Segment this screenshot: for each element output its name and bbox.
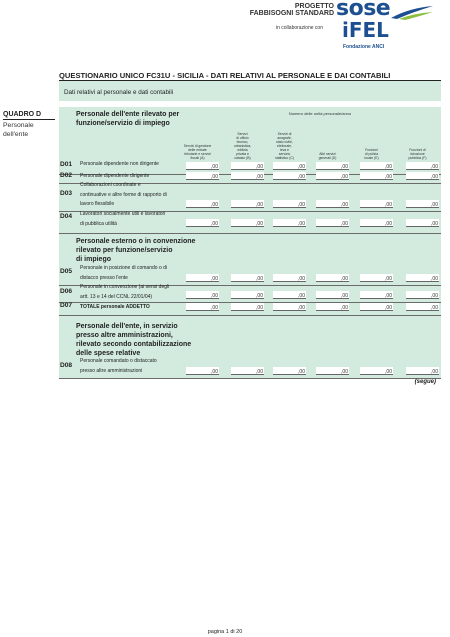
collaborazione-text: in collaborazione con <box>276 25 323 31</box>
value-field[interactable] <box>406 303 439 311</box>
section1-title-line1: Personale dell'ente rilevato per <box>76 111 180 118</box>
row-code: D04 <box>60 213 73 220</box>
row-code: D05 <box>60 268 73 275</box>
value-text: ,00 <box>298 202 305 208</box>
value-field[interactable] <box>186 303 219 311</box>
fondazione-anci-text: Fondazione ANCI <box>343 44 385 50</box>
section2-title-line1: Personale esterno o in convenzione <box>76 238 196 245</box>
value-field[interactable] <box>186 219 219 227</box>
column-header-line: fiscali (A) <box>190 156 205 160</box>
value-text: ,00 <box>211 202 218 208</box>
column-header-line: Funzioni di <box>409 148 426 152</box>
value-text: ,00 <box>256 164 263 170</box>
value-text: ,00 <box>385 276 392 282</box>
value-field[interactable] <box>273 291 306 299</box>
value-text: ,00 <box>298 369 305 375</box>
value-text: ,00 <box>256 293 263 299</box>
column-header-line: Servizi di gestione <box>183 144 212 148</box>
column-header-line: servizio <box>278 152 291 156</box>
value-field[interactable] <box>360 162 393 170</box>
value-field[interactable] <box>231 162 264 170</box>
value-field[interactable] <box>186 162 219 170</box>
value-field[interactable] <box>360 172 393 180</box>
value-text: ,00 <box>298 164 305 170</box>
value-field[interactable] <box>273 367 306 375</box>
value-text: ,00 <box>431 221 438 227</box>
column-header-line: Servizi <box>237 132 248 136</box>
value-text: ,00 <box>211 164 218 170</box>
value-field[interactable] <box>273 219 306 227</box>
section2-title-line2: rilevato per funzione/servizio <box>76 247 173 254</box>
column-header-line: Servizi di <box>277 132 292 136</box>
value-text: ,00 <box>211 221 218 227</box>
column-header-line: stato civile, <box>276 140 293 144</box>
value-field[interactable] <box>186 291 219 299</box>
value-field[interactable] <box>273 162 306 170</box>
value-text: ,00 <box>341 369 348 375</box>
section2-title-line3: di impiego <box>76 256 111 263</box>
value-text: ,00 <box>211 276 218 282</box>
quadro-line1: Personale <box>3 122 34 129</box>
value-text: ,00 <box>211 174 218 180</box>
value-field[interactable] <box>360 367 393 375</box>
value-text: ,00 <box>341 164 348 170</box>
value-field[interactable] <box>231 200 264 208</box>
value-text: ,00 <box>385 305 392 311</box>
column-header-line: urbanistica, <box>233 144 252 148</box>
section1-title-line2: funzione/servizio di impiego <box>76 120 170 127</box>
row-label <box>80 264 167 283</box>
quadro-rule <box>3 119 55 120</box>
section3-title-line4: delle spese relative <box>76 350 141 357</box>
band-text: Dati relativi al personale e dati contabili <box>64 89 174 96</box>
value-field[interactable] <box>360 219 393 227</box>
value-field[interactable] <box>186 274 219 282</box>
value-text: ,00 <box>431 305 438 311</box>
value-text: ,00 <box>298 276 305 282</box>
column-header-line: istruzione <box>410 152 425 156</box>
value-field[interactable] <box>360 200 393 208</box>
column-header <box>265 132 304 160</box>
value-text: ,00 <box>256 369 263 375</box>
column-header-line: delle entrate <box>188 148 207 152</box>
progetto-line1: PROGETTO <box>294 3 334 10</box>
value-field[interactable] <box>406 291 439 299</box>
value-field[interactable] <box>231 291 264 299</box>
column-header-line: Funzioni <box>365 148 378 152</box>
value-field[interactable] <box>231 172 264 180</box>
value-text: ,00 <box>298 305 305 311</box>
value-text: ,00 <box>385 202 392 208</box>
column-header-line: di ufficio <box>236 136 249 140</box>
value-text: ,00 <box>256 221 263 227</box>
row-label-line: Personale in convenzione (ai sensi degli <box>80 284 170 290</box>
row-label-line: Collaborazioni coordinate e <box>80 182 141 188</box>
value-text: ,00 <box>211 293 218 299</box>
value-text: ,00 <box>431 164 438 170</box>
column-header-line: edilizia <box>237 148 248 152</box>
row-label <box>80 181 167 210</box>
value-field[interactable] <box>186 200 219 208</box>
value-field[interactable] <box>231 367 264 375</box>
value-text: ,00 <box>385 174 392 180</box>
row-code: D06 <box>60 288 73 295</box>
column-header-line: privata e <box>235 152 249 156</box>
value-field[interactable] <box>406 274 439 282</box>
value-text: ,00 <box>341 276 348 282</box>
value-field[interactable] <box>406 219 439 227</box>
value-field[interactable] <box>360 274 393 282</box>
value-field[interactable] <box>273 303 306 311</box>
value-field[interactable] <box>316 291 349 299</box>
row-label-line: presso altre amministrazioni <box>80 367 143 374</box>
row-label-line: Lavoratori socialmente utili e lavoratori <box>80 211 166 217</box>
row-label-line: artt. 13 e 14 del CCNL 22/01/04) <box>80 293 153 300</box>
value-field[interactable] <box>316 274 349 282</box>
value-text: ,00 <box>211 369 218 375</box>
row-separator <box>59 378 441 379</box>
value-text: ,00 <box>385 221 392 227</box>
value-field[interactable] <box>316 303 349 311</box>
column-header-line: elettorale, <box>277 144 292 148</box>
row-label <box>80 210 165 229</box>
value-text: ,00 <box>385 293 392 299</box>
column-header-line: tributarie e servizi <box>184 152 211 156</box>
section3-title-line1: Personale dell'ente, in servizio <box>76 323 178 330</box>
page-title: QUESTIONARIO UNICO FC31U - SICILIA - DATI RELATIVI AL PERSONALE E DAI CONTABILI <box>59 71 391 80</box>
row-code: D02 <box>60 172 73 179</box>
value-field[interactable] <box>186 367 219 375</box>
value-field[interactable] <box>273 172 306 180</box>
row-code: D07 <box>60 302 73 309</box>
value-text: ,00 <box>341 305 348 311</box>
row-code: D03 <box>60 190 73 197</box>
row-label-line: Personale in posizione di comando o di <box>80 265 167 271</box>
column-header-line: catasto (B) <box>234 156 251 160</box>
value-field[interactable] <box>406 172 439 180</box>
value-field[interactable] <box>273 274 306 282</box>
column-header <box>352 148 391 160</box>
column-header <box>178 144 217 160</box>
progetto-label <box>250 3 334 17</box>
column-header-line: anagrafe, <box>277 136 292 140</box>
row-label-line: Personale dipendente dirigente <box>80 173 150 179</box>
value-text: ,00 <box>341 174 348 180</box>
value-field[interactable] <box>316 219 349 227</box>
value-field[interactable] <box>231 219 264 227</box>
value-text: ,00 <box>256 202 263 208</box>
value-field[interactable] <box>316 200 349 208</box>
value-text: ,00 <box>385 164 392 170</box>
column-header <box>223 132 262 160</box>
value-text: ,00 <box>298 293 305 299</box>
value-text: ,00 <box>385 369 392 375</box>
row-label-line: di pubblica utilità <box>80 220 117 227</box>
column-header-line: tecnico, <box>236 140 249 144</box>
row-label <box>80 160 159 170</box>
value-text: ,00 <box>298 221 305 227</box>
value-text: ,00 <box>431 293 438 299</box>
row-label <box>80 357 157 376</box>
segue-label: (segue) <box>414 379 436 385</box>
quadro-subtitle <box>3 121 34 139</box>
ifel-logo: iFEL <box>342 18 389 42</box>
value-field[interactable] <box>231 303 264 311</box>
value-field[interactable] <box>231 274 264 282</box>
value-field[interactable] <box>406 162 439 170</box>
value-field[interactable] <box>360 303 393 311</box>
column-header-line: generali (D) <box>318 156 337 160</box>
value-text: ,00 <box>431 369 438 375</box>
value-text: ,00 <box>256 276 263 282</box>
row-code: D01 <box>60 161 73 168</box>
row-separator <box>59 233 441 234</box>
row-label-line: Personale dipendente non dirigente <box>80 161 159 167</box>
value-field[interactable] <box>186 172 219 180</box>
value-text: ,00 <box>298 174 305 180</box>
value-field[interactable] <box>406 367 439 375</box>
column-header <box>308 152 347 160</box>
value-field[interactable] <box>316 367 349 375</box>
value-text: ,00 <box>211 305 218 311</box>
row-label-line: distacco presso l'ente <box>80 274 128 281</box>
row-label-line: TOTALE personale ADDETTO <box>80 304 150 310</box>
value-text: ,00 <box>341 202 348 208</box>
value-text: ,00 <box>431 276 438 282</box>
section3-title <box>76 322 191 358</box>
value-text: ,00 <box>341 221 348 227</box>
row-label-line: continuative e altre forme di rapporto di <box>80 191 167 198</box>
section2-title <box>76 237 195 264</box>
row-label <box>80 283 169 302</box>
page-number: pagina 1 di 20 <box>207 629 243 635</box>
value-text: ,00 <box>256 305 263 311</box>
column-header-line: Altri servizi <box>319 152 336 156</box>
value-field[interactable] <box>316 162 349 170</box>
section3-title-line3: rilevato secondo contabilizzazione <box>76 341 192 348</box>
section1-title <box>76 110 179 128</box>
row-code: D08 <box>60 362 73 369</box>
value-field[interactable] <box>316 172 349 180</box>
row-label <box>80 303 150 313</box>
sose-logo: sose <box>336 0 391 21</box>
row-label-line: lavoro flessibile <box>80 201 115 207</box>
section3-title-line2: presso altre amministrazioni, <box>76 332 173 339</box>
row-label-line: Personale comandato o distaccato <box>80 358 157 364</box>
units-header: Numero delle unità personale/anno <box>288 111 352 116</box>
value-text: ,00 <box>256 174 263 180</box>
progetto-line2: FABBISOGNI STANDARD <box>249 10 334 17</box>
column-header-line: statistico (C) <box>275 156 294 160</box>
value-text: ,00 <box>341 293 348 299</box>
sose-swoosh-icon <box>389 4 435 20</box>
value-field[interactable] <box>406 200 439 208</box>
row-separator <box>59 315 441 316</box>
column-header-line: leva e <box>279 148 290 152</box>
column-header <box>398 148 437 160</box>
value-text: ,00 <box>431 174 438 180</box>
column-header-line: pubblica (F) <box>408 156 427 160</box>
value-text: ,00 <box>431 202 438 208</box>
value-field[interactable] <box>273 200 306 208</box>
quadro-line2: dell'ente <box>3 131 29 138</box>
column-header-line: locale (E) <box>364 156 379 160</box>
value-field[interactable] <box>360 291 393 299</box>
quadro-label: QUADRO D <box>3 111 42 118</box>
column-header-line: di polizia <box>364 152 379 156</box>
